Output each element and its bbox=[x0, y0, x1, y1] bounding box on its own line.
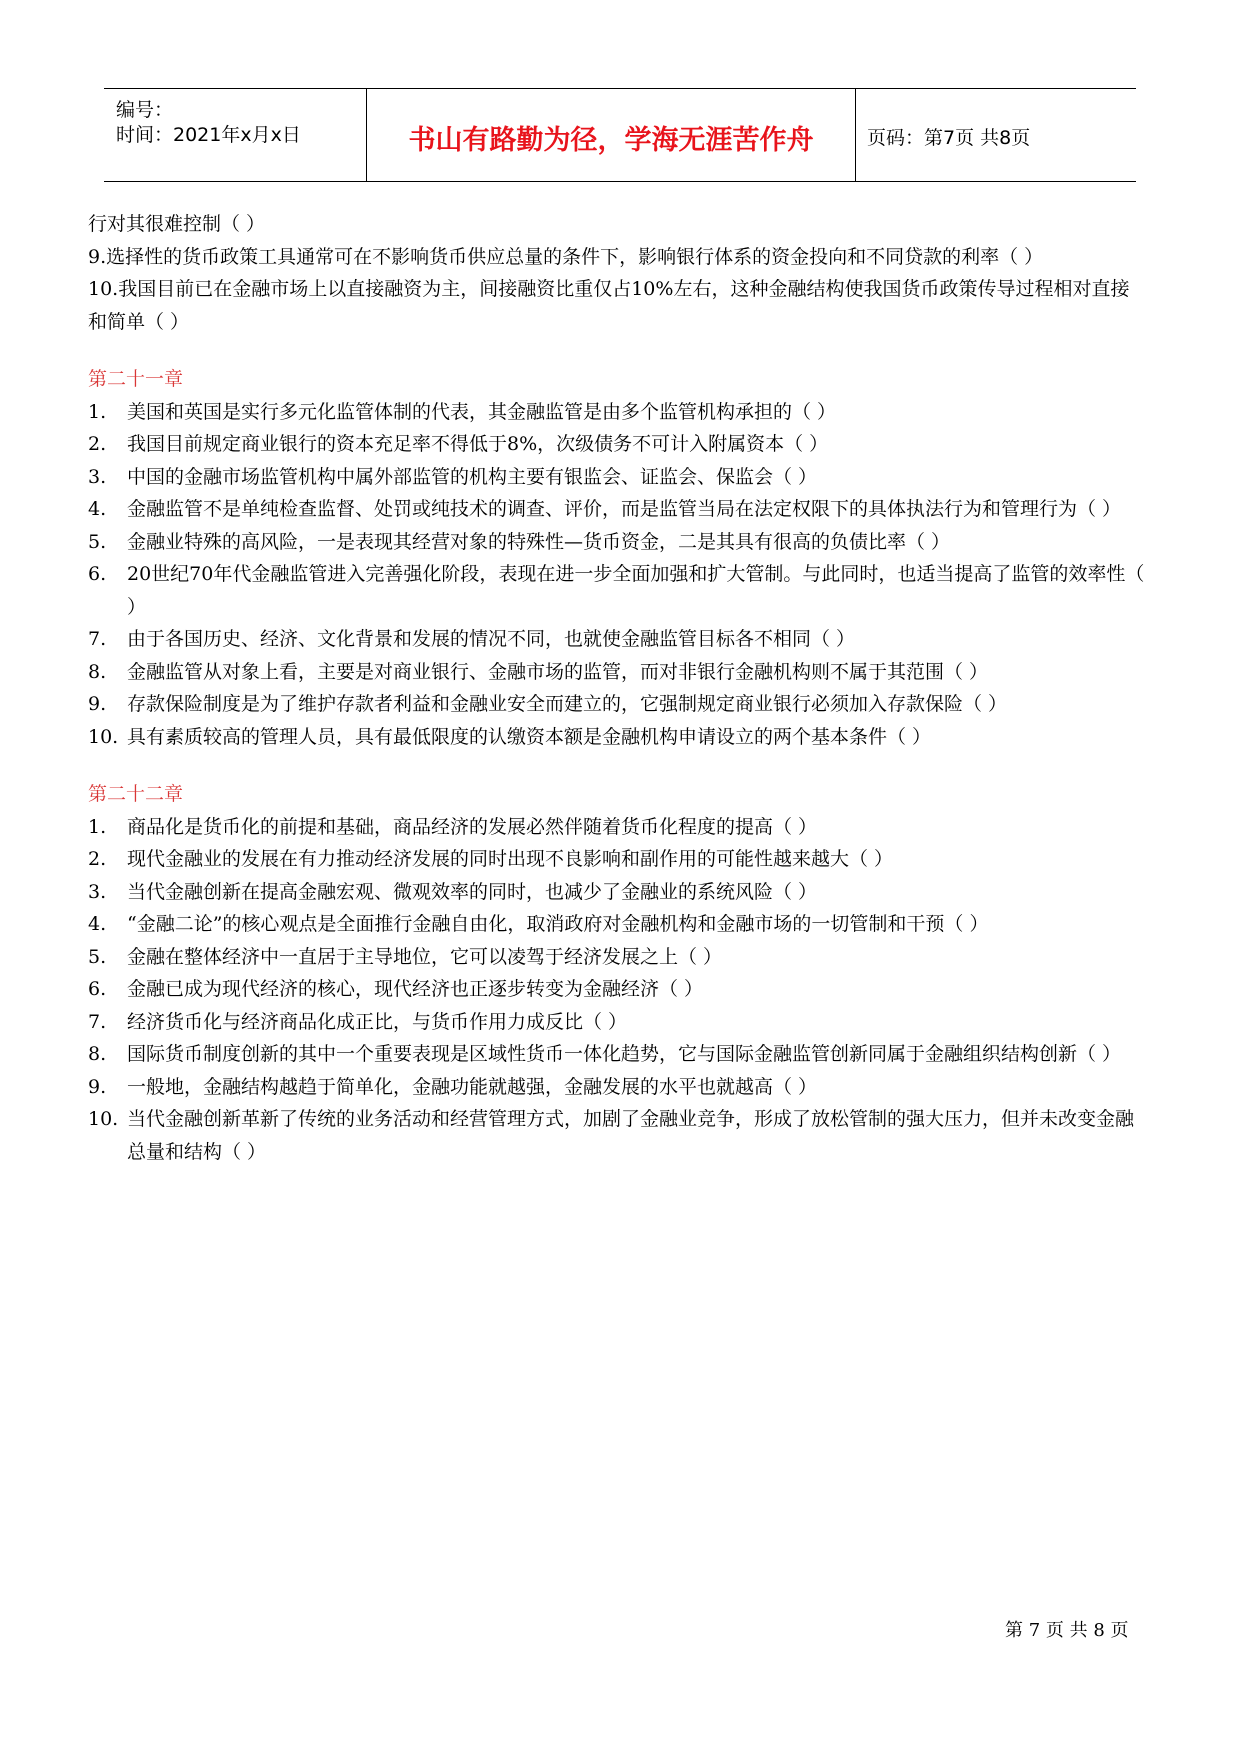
item-number: 7. bbox=[88, 1010, 107, 1033]
header-middle-cell bbox=[366, 89, 856, 181]
item-text: 金融监管从对象上看，主要是对商业银行、金融市场的监管，而对非银行金融机构则不属于其范围（ ） bbox=[127, 660, 989, 683]
chapter-title: 第二十一章 bbox=[88, 368, 184, 390]
list-item bbox=[88, 396, 1148, 429]
item-number: 3. bbox=[88, 880, 107, 903]
item-number: 3. bbox=[88, 465, 107, 488]
item-number: 2. bbox=[88, 848, 107, 870]
item-text: 金融业特殊的高风险，一是表现其经营对象的特殊性—货币资金，二是其具有很高的负债比率（ ） bbox=[127, 530, 951, 553]
header-left-cell bbox=[104, 89, 366, 181]
item-text: 现代金融业的发展在有力推动经济发展的同时出现不良影响和副作用的可能性越来越大（ ） bbox=[127, 848, 894, 870]
list-item bbox=[88, 1071, 1148, 1104]
header-right-cell bbox=[855, 89, 1136, 181]
document-body bbox=[88, 208, 1148, 1168]
list-item bbox=[88, 688, 1148, 721]
intro-paragraph: 9.选择性的货币政策工具通常可在不影响货币供应总量的条件下，影响银行体系的资金投向和不同贷款的利率（ ） bbox=[88, 245, 1044, 268]
question-list bbox=[88, 396, 1148, 754]
item-number: 2. bbox=[88, 433, 107, 455]
motto: 书山有路勤为径，学海无涯苦作舟 bbox=[408, 125, 814, 156]
list-item bbox=[88, 461, 1148, 494]
page-header bbox=[104, 88, 1136, 182]
item-number: 4. bbox=[88, 498, 107, 520]
list-item bbox=[88, 973, 1148, 1006]
list-item bbox=[88, 941, 1148, 974]
item-text: 20世纪70年代金融监管进入完善强化阶段，表现在进一步全面加强和扩大管制。与此同时，也适当提高了监管的效率性（ ） bbox=[127, 563, 1145, 618]
item-number: 4. bbox=[88, 913, 107, 935]
item-text: 商品化是货币化的前提和基础，商品经济的发展必然伴随着货币化程度的提高（ ） bbox=[127, 815, 818, 838]
item-number: 7. bbox=[88, 628, 107, 650]
item-number: 9. bbox=[88, 693, 107, 715]
item-text: 存款保险制度是为了维护存款者利益和金融业安全而建立的，它强制规定商业银行必须加入存款保险（ ） bbox=[127, 693, 1008, 715]
list-item bbox=[88, 428, 1148, 461]
item-text: 当代金融创新革新了传统的业务活动和经营管理方式，加剧了金融业竞争，形成了放松管制的强大压力，但并未改变金融总量和结构（ ） bbox=[127, 1108, 1135, 1163]
item-text: 当代金融创新在提高金融宏观、微观效率的同时，也减少了金融业的系统风险（ ） bbox=[127, 880, 818, 903]
list-item bbox=[88, 1038, 1148, 1071]
chapter-title: 第二十二章 bbox=[88, 783, 184, 805]
list-item bbox=[88, 721, 1148, 754]
list-item bbox=[88, 623, 1148, 656]
intro-paragraph: 10.我国目前已在金融市场上以直接融资为主，间接融资比重仅占10%左右，这种金融结构使我国货币政策传导过程相对直接和简单（ ） bbox=[88, 278, 1130, 333]
item-text: 经济货币化与经济商品化成正比，与货币作用力成反比（ ） bbox=[127, 1010, 628, 1033]
item-text: 金融在整体经济中一直居于主导地位，它可以凌驾于经济发展之上（ ） bbox=[127, 945, 723, 968]
item-number: 9. bbox=[88, 1075, 107, 1098]
intro-paragraph: 行对其很难控制（ ） bbox=[88, 213, 266, 235]
item-text: 一般地，金融结构越趋于简单化，金融功能就越强，金融发展的水平也就越高（ ） bbox=[127, 1075, 818, 1098]
item-text: 国际货币制度创新的其中一个重要表现是区域性货币一体化趋势，它与国际金融监管创新同属于金融组织结构创新（ ） bbox=[127, 1043, 1122, 1065]
item-text: 金融监管不是单纯检查监督、处罚或纯技术的调查、评价，而是监管当局在法定权限下的具体执法行为和管理行为（ ） bbox=[127, 498, 1122, 520]
item-text: “金融二论”的核心观点是全面推行金融自由化，取消政府对金融机构和金融市场的一切管制和干预（ ） bbox=[127, 913, 989, 935]
item-text: 我国目前规定商业银行的资本充足率不得低于8%，次级债务不可计入附属资本（ ） bbox=[127, 433, 829, 455]
serial-label: 编号： bbox=[116, 99, 174, 121]
item-number: 6. bbox=[88, 563, 107, 585]
item-number: 6. bbox=[88, 978, 107, 1000]
item-number: 8. bbox=[88, 1043, 107, 1065]
item-text: 具有素质较高的管理人员，具有最低限度的认缴资本额是金融机构申请设立的两个基本条件（ ） bbox=[127, 725, 932, 748]
date-label: 时间：2021年x月x日 bbox=[116, 124, 301, 146]
item-number: 5. bbox=[88, 530, 107, 553]
item-text: 金融已成为现代经济的核心，现代经济也正逐步转变为金融经济（ ） bbox=[127, 978, 704, 1000]
item-number: 5. bbox=[88, 945, 107, 968]
page-info: 页码：第7页 共8页 bbox=[867, 127, 1031, 149]
item-number: 8. bbox=[88, 660, 107, 683]
list-item bbox=[88, 656, 1148, 689]
list-item bbox=[88, 526, 1148, 559]
item-text: 美国和英国是实行多元化监管体制的代表，其金融监管是由多个监管机构承担的（ ） bbox=[127, 400, 837, 423]
list-item bbox=[88, 876, 1148, 909]
item-text: 由于各国历史、经济、文化背景和发展的情况不同，也就使金融监管目标各不相同（ ） bbox=[127, 628, 856, 650]
list-item bbox=[88, 493, 1148, 526]
list-item bbox=[88, 843, 1148, 876]
page-footer: 第 7 页 共 8 页 bbox=[1005, 1620, 1129, 1641]
item-number: 1. bbox=[88, 815, 107, 838]
list-item bbox=[88, 811, 1148, 844]
list-item bbox=[88, 908, 1148, 941]
item-number: 10. bbox=[88, 1108, 119, 1130]
item-number: 10. bbox=[88, 725, 119, 748]
list-item bbox=[88, 1006, 1148, 1039]
list-item bbox=[88, 1103, 1148, 1168]
list-item bbox=[88, 558, 1148, 623]
item-number: 1. bbox=[88, 400, 107, 423]
question-list bbox=[88, 811, 1148, 1169]
item-text: 中国的金融市场监管机构中属外部监管的机构主要有银监会、证监会、保监会（ ） bbox=[127, 465, 818, 488]
